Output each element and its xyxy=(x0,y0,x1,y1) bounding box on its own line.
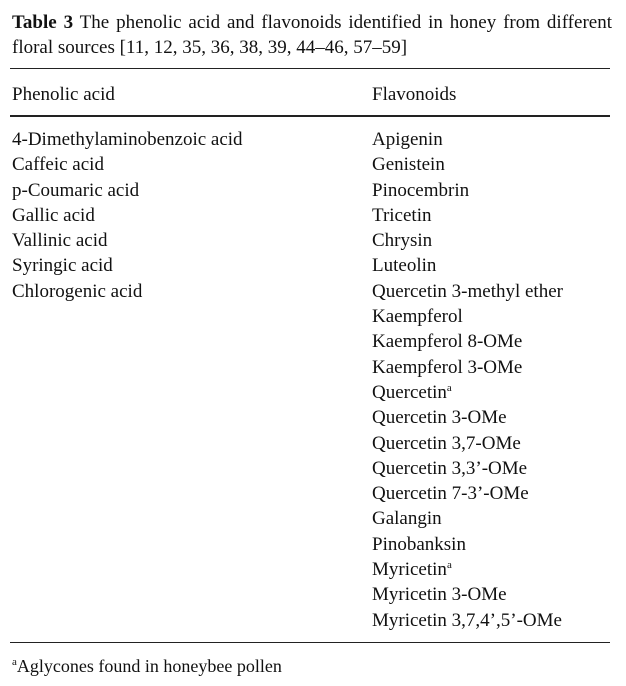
flavonoid-name: Apigenin xyxy=(372,129,443,150)
flavonoid-item xyxy=(372,355,563,380)
flavonoid-name: Quercetin 7-3’-OMe xyxy=(372,483,529,505)
footnote-text: Aglycones found in honeybee pollen xyxy=(16,656,282,676)
flavonoid-item xyxy=(372,506,563,531)
flavonoid-item xyxy=(372,228,563,253)
flavonoid-item xyxy=(372,456,563,481)
flavonoid-list xyxy=(372,127,563,633)
phenolic-acid-item: Chlorogenic acid xyxy=(12,280,143,302)
header-phenolic-acid: Phenolic acid xyxy=(12,84,115,105)
flavonoid-item xyxy=(372,608,563,633)
top-rule xyxy=(10,68,610,69)
flavonoid-name: Quercetin 3-OMe xyxy=(372,407,507,429)
flavonoid-name: Tricetin xyxy=(372,204,432,226)
flavonoid-name: Luteolin xyxy=(372,255,437,277)
table-label: Table 3 xyxy=(12,12,74,33)
flavonoid-item xyxy=(372,203,563,228)
bottom-rule xyxy=(10,642,610,643)
phenolic-acid-item: Syringic acid xyxy=(12,255,113,277)
header-flavonoids: Flavonoids xyxy=(372,84,457,105)
flavonoid-name: Chrysin xyxy=(372,230,433,252)
flavonoid-item xyxy=(372,304,563,329)
footnote-marker: a xyxy=(12,656,17,668)
flavonoid-name: Quercetin 3,7-OMe xyxy=(372,432,521,454)
table-caption-text: The phenolic acid and flavonoids identified in honey from different floral sources [11, 12, 35, 36, 38, 39, 44–46, 57–59] xyxy=(12,12,612,58)
flavonoid-item xyxy=(372,582,563,607)
phenolic-acid-item: 4-Dimethylaminobenzoic acid xyxy=(12,129,243,150)
flavonoid-name: Kaempferol 3-OMe xyxy=(372,356,523,378)
flavonoid-name: Pinobanksin xyxy=(372,533,466,555)
flavonoid-item xyxy=(372,329,563,354)
phenolic-acid-item: Caffeic acid xyxy=(12,154,104,176)
header-rule xyxy=(10,115,610,117)
flavonoid-item xyxy=(372,152,563,177)
flavonoid-name: Pinocembrin xyxy=(372,179,470,201)
flavonoid-name: Galangin xyxy=(372,508,442,530)
flavonoid-item xyxy=(372,481,563,506)
flavonoid-item xyxy=(372,380,563,405)
phenolic-acid-item: Gallic acid xyxy=(12,204,95,226)
footnote-marker: a xyxy=(446,381,452,394)
flavonoid-name: Quercetin xyxy=(372,381,447,403)
phenolic-acid-item: Vallinic acid xyxy=(12,230,108,252)
flavonoid-item xyxy=(372,253,563,278)
flavonoid-name: Myricetin 3-OMe xyxy=(372,584,507,606)
flavonoid-item xyxy=(372,405,563,430)
flavonoid-item xyxy=(372,127,563,152)
flavonoid-name: Myricetin xyxy=(372,559,447,581)
flavonoid-item xyxy=(372,279,563,304)
flavonoid-name: Kaempferol 8-OMe xyxy=(372,331,523,353)
table-footnote xyxy=(12,655,282,677)
flavonoid-name: Myricetin 3,7,4’,5’-OMe xyxy=(372,609,562,631)
phenolic-acid-item: p-Coumaric acid xyxy=(12,179,140,201)
flavonoid-name: Genistein xyxy=(372,154,445,176)
table-caption xyxy=(12,10,612,60)
flavonoid-item xyxy=(372,178,563,203)
flavonoid-item xyxy=(372,431,563,456)
flavonoid-item xyxy=(372,532,563,557)
phenolic-acid-list xyxy=(12,127,243,304)
flavonoid-name: Kaempferol xyxy=(372,306,463,328)
flavonoid-item xyxy=(372,557,563,582)
footnote-marker: a xyxy=(446,559,452,572)
flavonoid-name: Quercetin 3-methyl ether xyxy=(372,280,563,302)
flavonoid-name: Quercetin 3,3’-OMe xyxy=(372,457,528,479)
